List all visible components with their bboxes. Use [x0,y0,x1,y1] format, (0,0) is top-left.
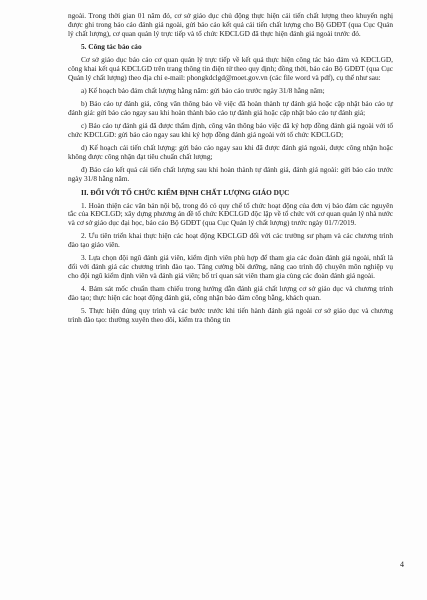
list-item-b: b) Báo cáo tự đánh giá, công văn thông báo về việc đã hoàn thành tự đánh giá hoặc cập nhật báo cáo tự đánh giá: gửi báo cáo ngay sau khi hoàn thành báo cáo tự đánh giá hoặc cập nhật báo cáo tự đánh giá; [68,98,393,117]
numbered-item-4: 4. Bám sát mốc chuẩn tham chiếu trong hướng dẫn đánh giá chất lượng cơ sở giáo dục và chương trình đào tạo; thực hiện các hoạt động đánh giá, công nhận bảo đảm công bằng, khách quan. [68,284,393,303]
numbered-item-5: 5. Thực hiện đúng quy trình và các bước trước khi tiến hành đánh giá ngoài cơ sở giáo dục và chương trình đào tạo: thường xuyên theo dõi, kiểm tra thông tin [68,306,393,325]
paragraph-continuation: ngoài. Trong thời gian 01 năm đó, cơ sở giáo dục chủ động thực hiện cải tiến chất lượng theo khuyến nghị được ghi trong báo cáo đánh giá ngoài, gửi báo cáo kết quả cải tiến chất lượng cho Bộ GDĐT (qua Cục Quản lý chất lượng), cơ quan quản lý trực tiếp và tổ chức KĐCLGD đã thực hiện đánh giá ngoài trước đó. [68,11,393,38]
list-item-a: a) Kế hoạch bảo đảm chất lượng hằng năm: gửi báo cáo trước ngày 31/8 hằng năm; [81,85,325,95]
numbered-item-2: 2. Ưu tiên triển khai thực hiện các hoạt động KĐCLGD đối với các trường sư phạm và các chương trình đào tạo giáo viên. [68,231,393,250]
list-item-dd: đ) Báo cáo kết quả cải tiến chất lượng sau khi hoàn thành tự đánh giá, đánh giá ngoài: gửi báo cáo trước ngày 31/8 hằng năm. [68,164,393,183]
numbered-item-3: 3. Lựa chọn đội ngũ đánh giá viên, kiểm định viên phù hợp để tham gia các đoàn đánh giá ngoài, nhất là đối với đánh giá các chương trình đào tạo. Tăng cường bồi dưỡng, nâng cao trình độ chuyên môn nghiệp vụ cho đội ngũ kiểm định viên và đánh giá viên; bố trí quan sát viên tham gia cùng các đoàn đánh giá ngoài. [68,253,393,281]
document-body [68,12,393,329]
section-heading-accreditation-org: II. ĐỐI VỚI TỔ CHỨC KIỂM ĐỊNH CHẤT LƯỢNG GIÁO DỤC [81,187,290,197]
list-item-d: d) Kế hoạch cải tiến chất lượng: gửi báo cáo ngay sau khi đã được đánh giá ngoài, được công nhận hoặc không được công nhận đạt tiêu chuẩn chất lượng; [68,142,393,161]
section-heading-reporting: 5. Công tác báo cáo [81,41,142,51]
numbered-item-1: 1. Hoàn thiện các văn bản nội bộ, trong đó có quy chế tổ chức hoạt động của đơn vị bảo đảm các nguyên tắc của KĐCLGD; xây dựng phương án đề tổ chức KĐCLGD độc lập về tổ chức với cơ quan quản lý nhà nước và cơ sở giáo dục đại học, báo cáo Bộ GDĐT (qua Cục Quản lý chất lượng) trước ngày 01/7/2019. [68,200,393,228]
list-item-c: c) Báo cáo tự đánh giá đã được thẩm định, công văn thông báo việc đã ký hợp đồng đánh giá ngoài với tổ chức KĐCLGD: gửi báo cáo ngay sau khi ký hợp đồng đánh giá ngoài với tổ chức KĐCLGD; [68,120,393,139]
paragraph-reporting-intro: Cơ sở giáo dục báo cáo cơ quan quản lý trực tiếp về kết quả thực hiện công tác bảo đảm và KĐCLGD, công khai kết quả KĐCLGD trên trang thông tin điện tử theo quy định; đồng thời, báo cáo Bộ GDĐT (qua Cục Quản lý chất lượng) theo địa chỉ e-mail: phongkdclgd@moet.gov.vn (các file word và pdf), cụ thể như sau: [68,54,393,82]
page-number: 4 [400,560,404,569]
